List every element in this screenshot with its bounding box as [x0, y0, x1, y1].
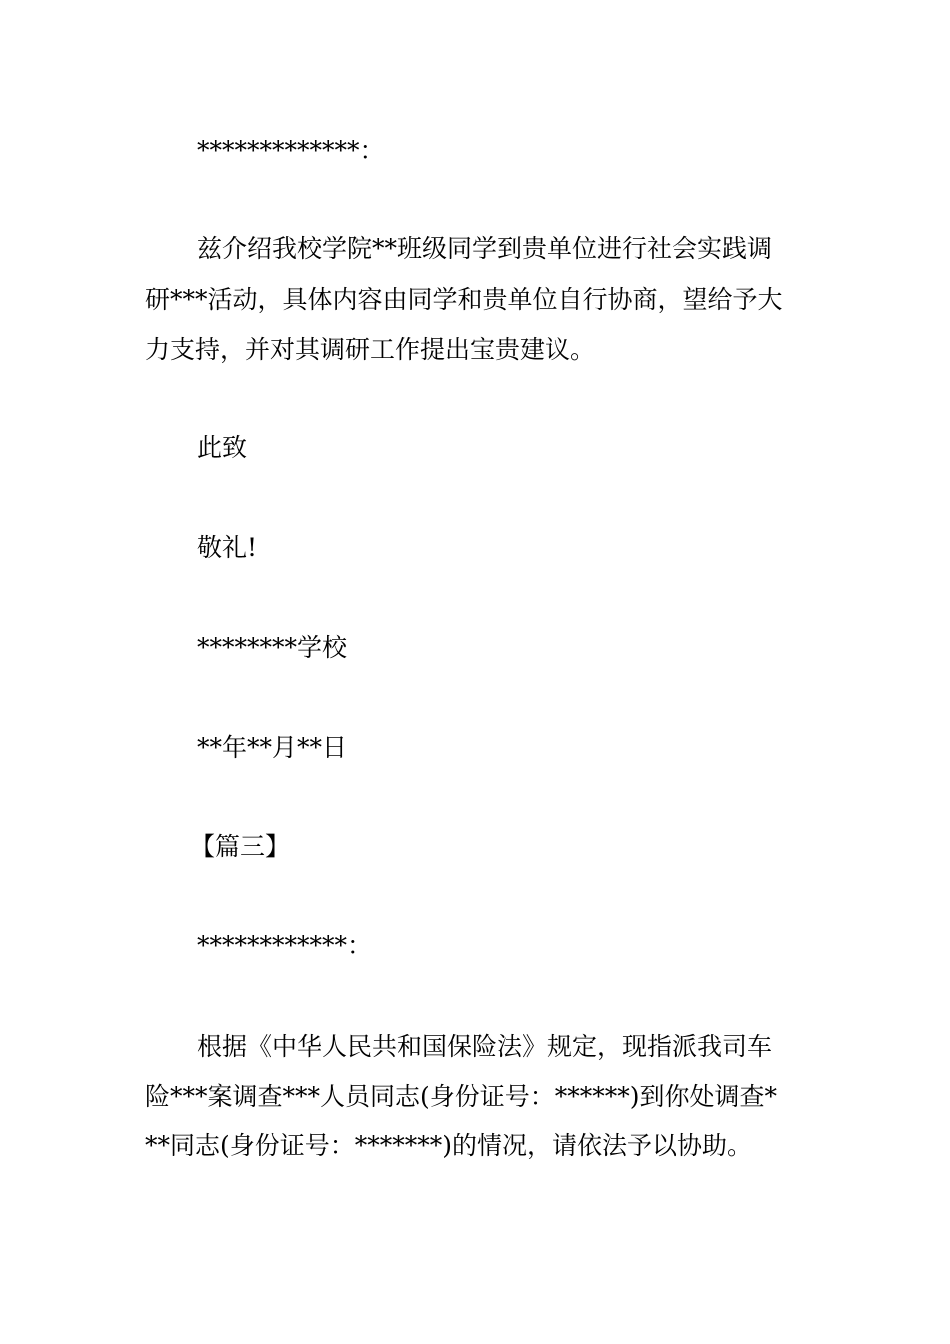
section-heading: 【篇三】	[190, 832, 291, 861]
section-body-line-3: **同志(身份证号：*******)的情况，请依法予以协助。	[145, 1131, 753, 1160]
letter-body-line-1: 兹介绍我校学院**班级同学到贵单位进行社会实践调	[197, 234, 773, 263]
letter-body-line-3: 力支持，并对其调研工作提出宝贵建议。	[145, 335, 596, 364]
letter-date: **年**月**日	[197, 733, 348, 762]
letter-closing-jingli: 敬礼!	[197, 533, 258, 562]
section-body-line-1: 根据《中华人民共和国保险法》规定，现指派我司车	[197, 1032, 773, 1061]
section-salutation: ************：	[197, 931, 373, 960]
letter-body-line-2: 研***活动，具体内容由同学和贵单位自行协商，望给予大	[145, 285, 783, 314]
letter-signature: ********学校	[197, 633, 348, 662]
letter-closing-cizhi: 此致	[197, 433, 248, 462]
section-body-line-2: 险***案调查***人员同志(身份证号：******)到你处调查*	[145, 1082, 778, 1111]
letter-salutation: *************：	[197, 136, 385, 165]
